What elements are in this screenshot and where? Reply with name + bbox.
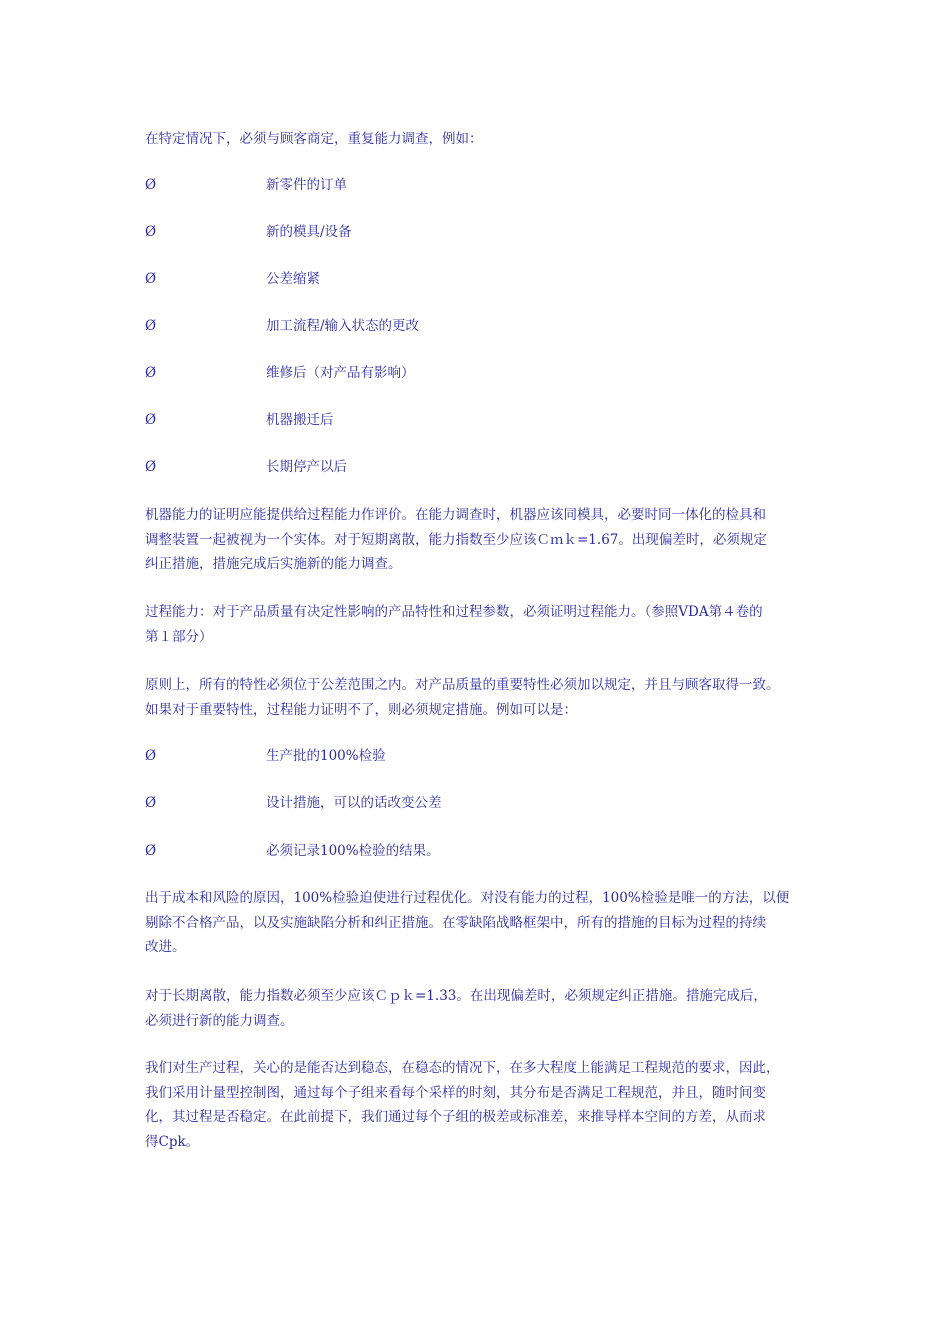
list-item (145, 409, 810, 431)
list-item (145, 268, 810, 290)
paragraph-line: 我们采用计量型控制图，通过每个子组来看每个采样的时刻，其分布是否满足工程规范，并且，随时间变 (145, 1084, 766, 1101)
bullet-arrow-icon: Ø (145, 271, 157, 287)
paragraph-line: 我们对生产过程，关心的是能否达到稳态，在稳态的情况下，在多大程度上能满足工程规范的要求，因此， (145, 1060, 780, 1076)
list-item (145, 745, 810, 767)
bullet-arrow-icon: Ø (145, 224, 157, 240)
cost-risk-paragraph (145, 886, 810, 960)
bullet-arrow-icon: Ø (145, 748, 157, 764)
list-item-text: 生产批的100%检验 (266, 748, 386, 764)
principle-paragraph (145, 673, 810, 722)
bullet-arrow-icon: Ø (145, 459, 157, 475)
paragraph-line: 必须进行新的能力调查。 (145, 1012, 294, 1029)
list-item (145, 174, 810, 196)
list-item-text: 公差缩紧 (266, 271, 320, 287)
machine-capability-paragraph (145, 503, 810, 577)
list-item (145, 315, 810, 337)
paragraph-line: 如果对于重要特性，过程能力证明不了，则必须规定措施。例如可以是： (145, 701, 577, 718)
paragraph-line: 出于成本和风险的原因，100%检验迫使进行过程优化。对没有能力的过程，100%检验是唯一的方法，以便 (145, 890, 790, 906)
list-item-text: 机器搬迁后 (266, 412, 334, 428)
list-item (145, 362, 810, 384)
list-item-text: 必须记录100%检验的结果。 (266, 843, 440, 859)
process-capability-paragraph (145, 600, 810, 649)
list-item (145, 792, 810, 814)
bullet-arrow-icon: Ø (145, 177, 157, 193)
list-item-text: 长期停产以后 (266, 459, 347, 475)
list-item-text: 新的模具/设备 (266, 224, 352, 240)
paragraph-line: 对于长期离散，能力指数必须至少应该Ｃｐｋ=1.33。在出现偏差时，必须规定纠正措施。措施完成后， (145, 988, 767, 1004)
paragraph-line: 纠正措施，措施完成后实施新的能力调查。 (145, 556, 402, 572)
paragraph-line: 改进。 (145, 939, 186, 955)
spc-paragraph (145, 1056, 810, 1154)
list-item-text: 设计措施，可以的话改变公差 (266, 795, 442, 811)
bullet-arrow-icon: Ø (145, 412, 157, 428)
long-term-paragraph (145, 984, 810, 1033)
list-item (145, 840, 810, 862)
list-item-text: 维修后（对产品有影响） (266, 365, 415, 381)
intro-paragraph: 在特定情况下，必须与顾客商定，重复能力调查，例如： (145, 131, 483, 147)
paragraph-line: 第１部分） (145, 628, 213, 645)
list-item-text: 加工流程/输入状态的更改 (266, 318, 420, 334)
list-item (145, 456, 810, 478)
paragraph-line: 得Cpk。 (145, 1133, 200, 1150)
paragraph-line: 化，其过程是否稳定。在此前提下，我们通过每个子组的极差或标准差，来推导样本空间的方差，从而求 (145, 1109, 766, 1125)
list-item-text: 新零件的订单 (266, 177, 347, 193)
paragraph-line: 原则上，所有的特性必须位于公差范围之内。对产品质量的重要特性必须加以规定，并且与顾客取得一致。 (145, 677, 780, 693)
bullet-arrow-icon: Ø (145, 318, 157, 334)
paragraph-line: 调整装置一起被视为一个实体。对于短期离散，能力指数至少应该Ｃｍｋ=1.67。出现偏差时，必须规定 (145, 531, 767, 548)
paragraph-line: 过程能力：对于产品质量有决定性影响的产品特性和过程参数，必须证明过程能力。（参照VDA第４卷的 (145, 604, 763, 620)
list-item (145, 221, 810, 243)
paragraph-line: 剔除不合格产品，以及实施缺陷分析和纠正措施。在零缺陷战略框架中，所有的措施的目标为过程的持续 (145, 914, 766, 931)
bullet-arrow-icon: Ø (145, 365, 157, 381)
bullet-arrow-icon: Ø (145, 843, 157, 859)
paragraph-line: 机器能力的证明应能提供给过程能力作评价。在能力调查时，机器应该同模具，必要时同一体化的检具和 (145, 507, 766, 523)
bullet-arrow-icon: Ø (145, 795, 157, 811)
